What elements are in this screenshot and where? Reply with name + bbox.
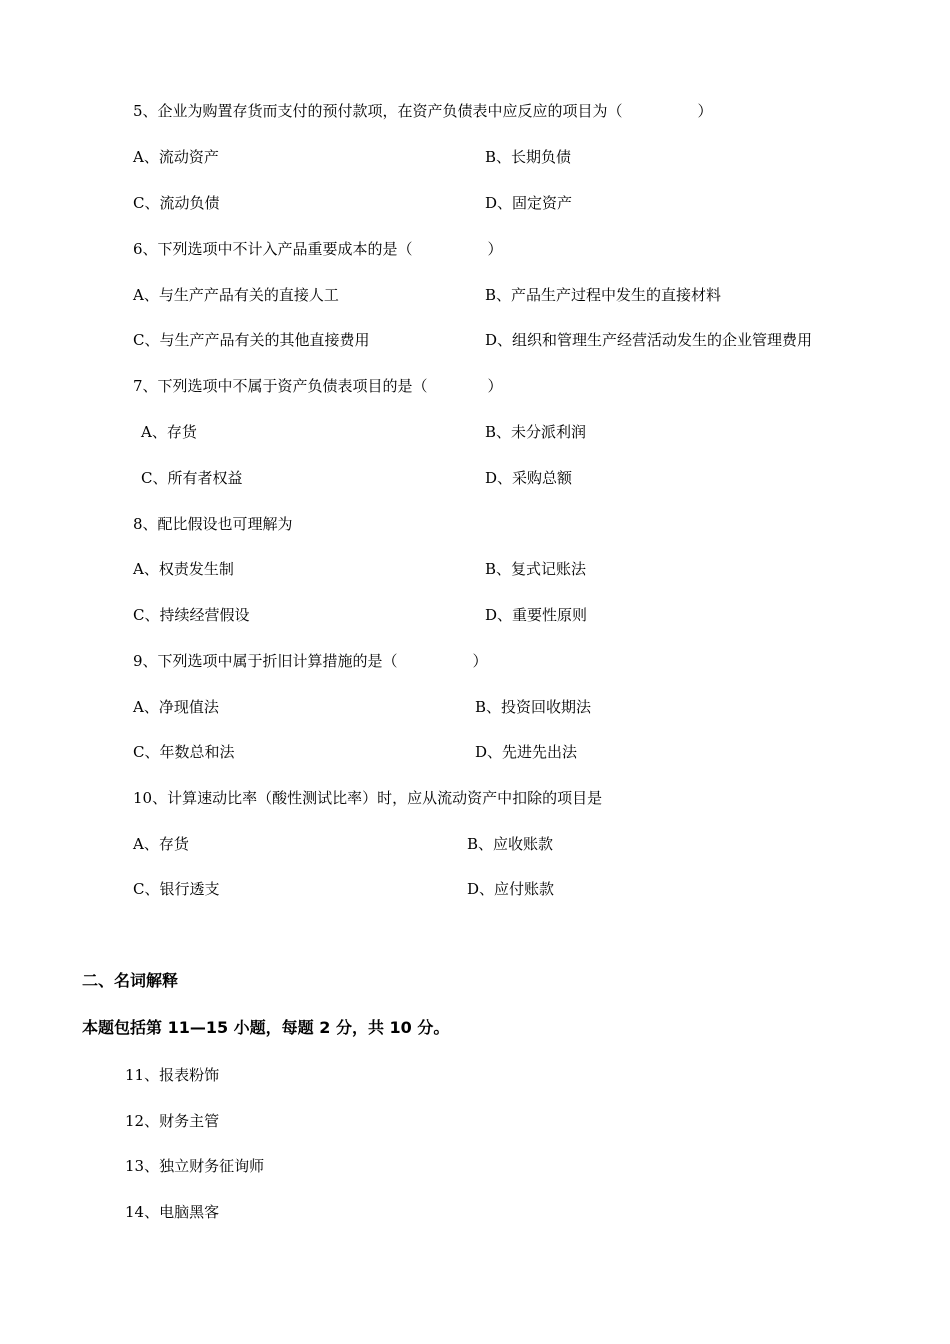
question-6-option-a: A、与生产产品有关的直接人工 bbox=[133, 286, 339, 304]
question-8-option-d: D、重要性原则 bbox=[485, 606, 588, 624]
term-item-13: 13、独立财务征询师 bbox=[125, 1157, 265, 1175]
question-5-option-b: B、长期负债 bbox=[485, 148, 572, 166]
question-8-stem: 8、配比假设也可理解为 bbox=[133, 515, 293, 533]
question-9-stem: 9、下列选项中属于折旧计算措施的是（ ） bbox=[133, 652, 488, 670]
question-10-stem: 10、计算速动比率（酸性测试比率）时，应从流动资产中扣除的项目是 bbox=[133, 789, 603, 807]
term-item-14: 14、电脑黑客 bbox=[125, 1203, 220, 1221]
question-10-option-d: D、应付账款 bbox=[467, 880, 555, 898]
question-7-option-a: A、存货 bbox=[141, 423, 197, 441]
question-7-option-c: C、所有者权益 bbox=[141, 469, 243, 487]
question-10-option-c: C、银行透支 bbox=[133, 880, 220, 898]
question-8-option-a: A、权责发生制 bbox=[133, 560, 234, 578]
question-9-option-b: B、投资回收期法 bbox=[475, 698, 592, 716]
question-6-option-d: D、组织和管理生产经营活动发生的企业管理费用 bbox=[485, 331, 813, 349]
question-10-option-b: B、应收账款 bbox=[467, 835, 554, 853]
question-5-option-c: C、流动负债 bbox=[133, 194, 220, 212]
question-7-stem: 7、下列选项中不属于资产负债表项目的是（ ） bbox=[133, 377, 503, 395]
question-5-stem: 5、企业为购置存货而支付的预付款项，在资产负债表中应反应的项目为（ ） bbox=[133, 102, 713, 120]
question-5-option-a: A、流动资产 bbox=[133, 148, 219, 166]
question-8-option-b: B、复式记账法 bbox=[485, 560, 587, 578]
question-6-option-b: B、产品生产过程中发生的直接材料 bbox=[485, 286, 722, 304]
question-9-option-a: A、净现值法 bbox=[133, 698, 219, 716]
section-2-instruction: 本题包括第 11—15 小题，每题 2 分，共 10 分。 bbox=[82, 1018, 450, 1037]
question-10-option-a: A、存货 bbox=[133, 835, 189, 853]
question-7-option-b: B、未分派利润 bbox=[485, 423, 587, 441]
question-5-option-d: D、固定资产 bbox=[485, 194, 573, 212]
term-item-11: 11、报表粉饰 bbox=[125, 1066, 220, 1084]
question-9-option-d: D、先进先出法 bbox=[475, 743, 578, 761]
question-7-option-d: D、采购总额 bbox=[485, 469, 573, 487]
question-6-option-c: C、与生产产品有关的其他直接费用 bbox=[133, 331, 370, 349]
question-9-option-c: C、年数总和法 bbox=[133, 743, 235, 761]
question-6-stem: 6、下列选项中不计入产品重要成本的是（ ） bbox=[133, 240, 503, 258]
term-item-12: 12、财务主管 bbox=[125, 1112, 220, 1130]
section-2-title: 二、名词解释 bbox=[82, 971, 179, 990]
question-8-option-c: C、持续经营假设 bbox=[133, 606, 250, 624]
